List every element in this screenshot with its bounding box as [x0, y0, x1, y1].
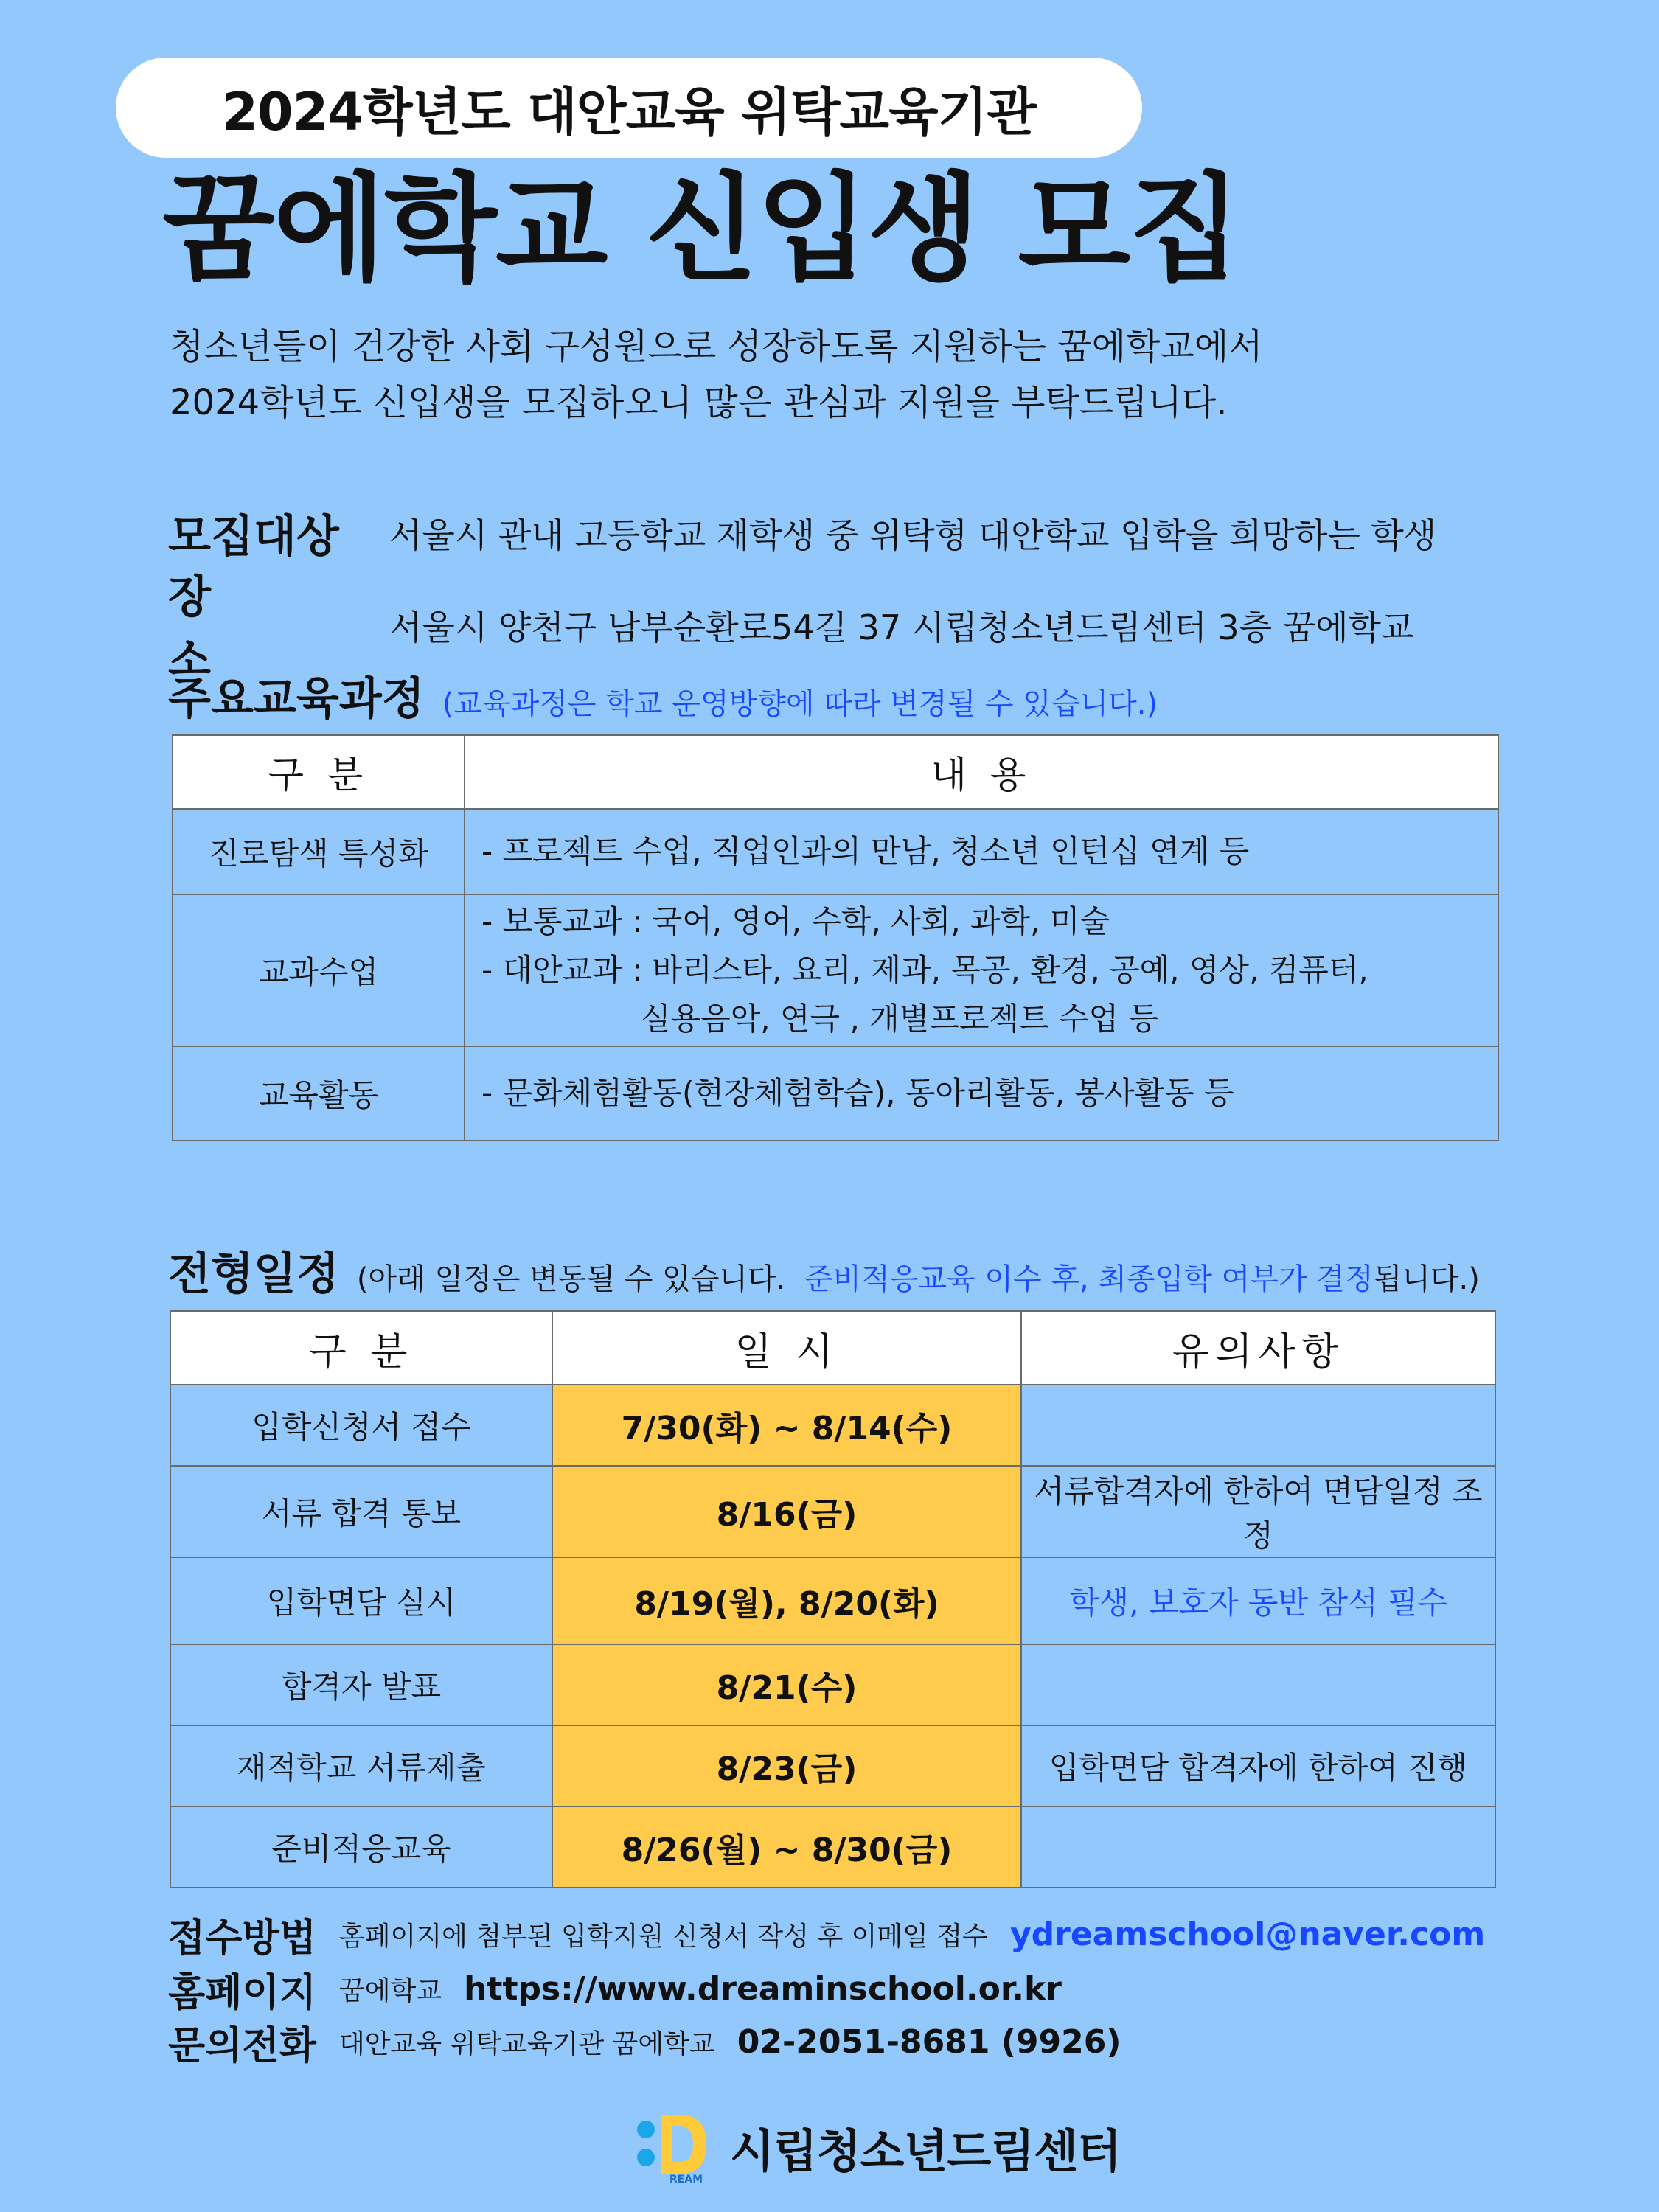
curriculum-content — [465, 1046, 1498, 1141]
table-row — [173, 894, 1498, 1046]
schedule-date: 7/30(화) ~ 8/14(수) — [552, 1385, 1021, 1466]
curriculum-content — [465, 894, 1498, 1046]
target-row — [168, 501, 1436, 565]
phone-text: 대안교육 위탁교육기관 꿈에학교 — [339, 2029, 715, 2059]
curriculum-col-category: 구 분 — [173, 735, 465, 809]
schedule-col-date: 일 시 — [552, 1311, 1021, 1385]
curriculum-title: 주요교육과정 — [168, 673, 425, 725]
curriculum-header-row — [173, 735, 1498, 809]
logo-subtext: REAM — [669, 2174, 703, 2184]
target-label: 모집대상 — [168, 511, 339, 563]
schedule-title: 전형일정 — [168, 1248, 339, 1300]
schedule-step: 합격자 발표 — [170, 1644, 552, 1725]
curriculum-category: 진로탐색 특성화 — [173, 809, 465, 894]
schedule-step: 입학면담 실시 — [170, 1557, 552, 1644]
curriculum-line: - 보통교과 : 국어, 영어, 수학, 사회, 과학, 미술 — [481, 903, 1110, 939]
schedule-step: 준비적응교육 — [170, 1806, 552, 1888]
curriculum-col-content: 내 용 — [465, 735, 1498, 809]
schedule-date: 8/19(월), 8/20(화) — [552, 1557, 1021, 1644]
curriculum-line: - 대안교과 : 바리스타, 요리, 제과, 목공, 환경, 공예, 영상, 컴퓨터, — [481, 952, 1368, 988]
schedule-date: 8/16(금) — [552, 1466, 1021, 1557]
contact-phone-row — [168, 2014, 1121, 2070]
curriculum-line: 실용음악, 연극 , 개별프로젝트 수업 등 — [641, 1001, 1159, 1037]
page-title: 꿈에학교 신입생 모집 — [162, 161, 1240, 297]
schedule-step: 입학신청서 접수 — [170, 1385, 552, 1466]
curriculum-line: - 문화체험활동(현장체험학습), 동아리활동, 봉사활동 등 — [481, 1075, 1234, 1111]
schedule-note-end: 됩니다.) — [1373, 1262, 1480, 1296]
phone-label: 문의전화 — [168, 2024, 316, 2068]
header-pill — [116, 58, 1142, 158]
schedule-note-cell — [1021, 1385, 1495, 1466]
intro-line-1: 청소년들이 건강한 사회 구성원으로 성장하도록 지원하는 꿈에학교에서 — [170, 326, 1263, 367]
table-row — [170, 1806, 1495, 1888]
table-row — [170, 1557, 1495, 1644]
curriculum-note: (교육과정은 학교 운영방향에 따라 변경될 수 있습니다.) — [442, 687, 1158, 721]
curriculum-category: 교육활동 — [173, 1046, 465, 1141]
method-label: 접수방법 — [168, 1916, 316, 1961]
schedule-note-cell — [1021, 1806, 1495, 1888]
schedule-note — [357, 1256, 1480, 1298]
intro-line-2: 2024학년도 신입생을 모집하오니 많은 관심과 지원을 부탁드립니다. — [170, 382, 1228, 423]
schedule-col-step: 구 분 — [170, 1311, 552, 1385]
schedule-header-row — [170, 1311, 1495, 1385]
home-text: 꿈에학교 — [339, 1976, 442, 2006]
schedule-heading — [168, 1239, 1480, 1302]
table-row — [173, 1046, 1498, 1141]
homepage-link[interactable]: https://www.dreaminschool.or.kr — [464, 1970, 1062, 2008]
org-name: 시립청소년드림센터 — [730, 2124, 1121, 2178]
schedule-table — [170, 1310, 1496, 1888]
footer-logo — [636, 2110, 1121, 2184]
schedule-col-note: 유의사항 — [1021, 1311, 1495, 1385]
table-row — [173, 809, 1498, 894]
curriculum-content — [465, 809, 1498, 894]
email-link[interactable]: ydreamschool@naver.com — [1009, 1916, 1486, 1953]
contact-method-row — [168, 1907, 1485, 1962]
phone-number: 02-2051-8681 (9926) — [737, 2023, 1121, 2061]
curriculum-table — [172, 734, 1499, 1141]
table-row — [170, 1725, 1495, 1806]
schedule-note-cell: 서류합격자에 한하여 면담일정 조정 — [1021, 1466, 1495, 1557]
schedule-step: 서류 합격 통보 — [170, 1466, 552, 1557]
schedule-note-cell: 학생, 보호자 동반 참석 필수 — [1021, 1557, 1495, 1644]
schedule-note-cell: 입학면담 합격자에 한하여 진행 — [1021, 1725, 1495, 1806]
schedule-note-black: (아래 일정은 변동될 수 있습니다. — [356, 1262, 786, 1296]
place-value: 서울시 양천구 남부순환로54길 37 시립청소년드림센터 3층 꿈에학교 — [389, 608, 1414, 647]
table-row — [170, 1385, 1495, 1466]
table-row — [170, 1644, 1495, 1725]
intro-text — [170, 319, 1571, 431]
place-label: 장 소 — [168, 571, 255, 686]
curriculum-line: - 프로젝트 수업, 직업인과의 만남, 청소년 인턴십 연계 등 — [481, 833, 1250, 869]
curriculum-category: 교과수업 — [173, 894, 465, 1046]
schedule-step: 재적학교 서류제출 — [170, 1725, 552, 1806]
table-row — [170, 1466, 1495, 1557]
schedule-date: 8/21(수) — [552, 1644, 1021, 1725]
method-text: 홈페이지에 첨부된 입학지원 신청서 작성 후 이메일 접수 — [339, 1921, 988, 1952]
target-value: 서울시 관내 고등학교 재학생 중 위탁형 대안학교 입학을 희망하는 학생 — [389, 515, 1437, 555]
contact-home-row — [168, 1961, 1062, 2017]
home-label: 홈페이지 — [168, 1971, 316, 2015]
header-pill-text: 2024학년도 대안교육 위탁교육기관 — [222, 81, 1036, 142]
schedule-note-cell — [1021, 1644, 1495, 1725]
dream-logo-icon — [636, 2110, 717, 2184]
schedule-note-blue: 준비적응교육 이수 후, 최종입학 여부가 결정 — [804, 1262, 1374, 1296]
curriculum-heading — [168, 664, 1158, 727]
schedule-date: 8/26(월) ~ 8/30(금) — [552, 1806, 1021, 1888]
schedule-date: 8/23(금) — [552, 1725, 1021, 1806]
